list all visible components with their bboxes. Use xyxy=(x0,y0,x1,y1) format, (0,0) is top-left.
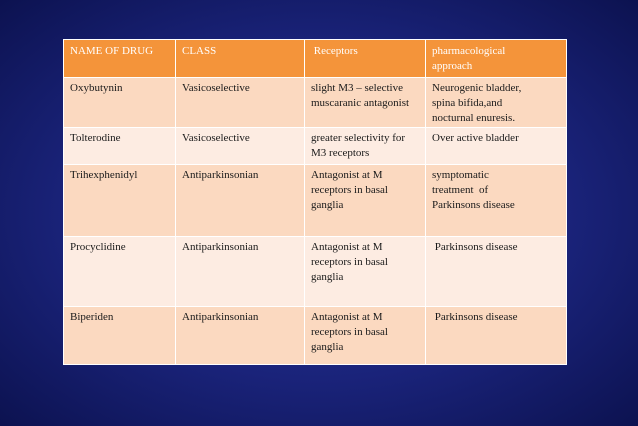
cell-approach: Over active bladder xyxy=(426,128,567,165)
cell-drug-name: Trihexphenidyl xyxy=(64,165,176,237)
cell-approach: Parkinsons disease xyxy=(426,307,567,365)
cell-receptors: greater selectivity for M3 receptors xyxy=(305,128,426,165)
cell-drug-name: Procyclidine xyxy=(64,237,176,307)
cell-approach: Parkinsons disease xyxy=(426,237,567,307)
cell-class: Antiparkinsonian xyxy=(176,307,305,365)
table-row xyxy=(64,78,567,128)
header-drug-name: NAME OF DRUG xyxy=(64,40,176,78)
table-row xyxy=(64,307,567,365)
cell-class: Antiparkinsonian xyxy=(176,165,305,237)
cell-class: Vasicoselective xyxy=(176,78,305,128)
header-pharmacological-approach: pharmacological approach xyxy=(426,40,567,78)
cell-approach: Neurogenic bladder, spina bifida,and nocturnal enuresis. xyxy=(426,78,567,128)
header-class: CLASS xyxy=(176,40,305,78)
drug-table xyxy=(63,39,567,365)
header-receptors: Receptors xyxy=(305,40,426,78)
header-row xyxy=(64,40,567,78)
cell-class: Antiparkinsonian xyxy=(176,237,305,307)
cell-receptors: Antagonist at M receptors in basal ganglia xyxy=(305,307,426,365)
cell-approach: symptomatic treatment of Parkinsons disease xyxy=(426,165,567,237)
table-row xyxy=(64,237,567,307)
cell-receptors: Antagonist at M receptors in basal ganglia xyxy=(305,237,426,307)
cell-drug-name: Biperiden xyxy=(64,307,176,365)
cell-receptors: slight M3 – selective muscaranic antagonist xyxy=(305,78,426,128)
table-row xyxy=(64,128,567,165)
cell-receptors: Antagonist at M receptors in basal ganglia xyxy=(305,165,426,237)
cell-drug-name: Oxybutynin xyxy=(64,78,176,128)
cell-class: Vasicoselective xyxy=(176,128,305,165)
cell-drug-name: Tolterodine xyxy=(64,128,176,165)
table-row xyxy=(64,165,567,237)
